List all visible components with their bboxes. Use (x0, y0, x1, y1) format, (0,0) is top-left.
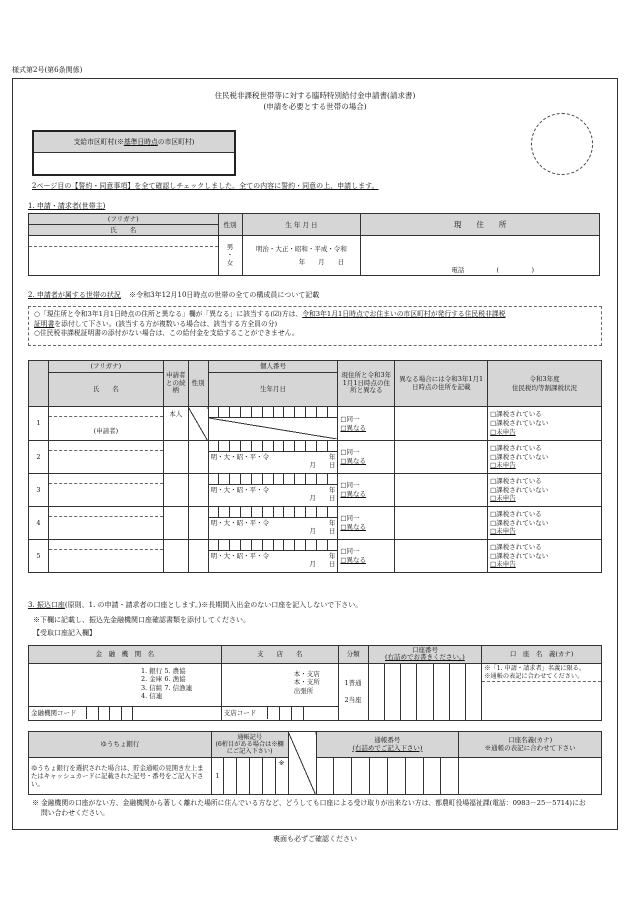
mynumber-boxes[interactable] (209, 474, 338, 484)
mynumber-header: 個人番号 (208, 361, 338, 373)
applicant-dob-field[interactable]: 明治・大正・昭和・平成・令和 年 月 日 (242, 236, 361, 276)
branch-code-label: 支店コード (222, 707, 268, 719)
household-row: 4 明・大・昭・平・令 年 月 日 □同一 □異なる □課税されている □課税されていない □未申告 (29, 507, 602, 540)
applicant-table (28, 213, 600, 276)
branch-field[interactable]: 本・支店 本・支所 出張所 支店コード (221, 663, 338, 720)
bank-code-label: 金融機関コード (29, 707, 87, 719)
page-title (12, 91, 618, 113)
title-line1: 住民税非課税世帯等に対する臨時特別給付金申請書(請求書) (214, 91, 416, 100)
yucho-header: ゆうちょ銀行 (29, 732, 212, 758)
household-dob-header: 生年月日 (208, 373, 338, 407)
phone-label: 電話 (451, 266, 465, 275)
yucho-symbol-field[interactable]: 1 ※ (211, 758, 288, 795)
type-field[interactable]: 1普通 2当座 (338, 663, 368, 720)
addr-same-header: 現住所と令和3年1月1日時点の住所と異なる (338, 361, 395, 407)
yucho-description: ゆうちょ銀行を選択された場合は、貯金通帳の見開き左上またはキャッシュカードに記載された記号・番号をご記入下さい。 (29, 758, 212, 795)
section3-heading: 3. 振込口座(原則、1. の申請・請求者の口座とします。)※長期間入出金のない口座を記入しないで下さい。 (28, 601, 363, 609)
municipality-label: 支給市区町村(※基準日時点の市区町村) (34, 132, 234, 153)
account-number-boxes[interactable] (369, 664, 482, 720)
furigana-header: (フリガナ) (29, 214, 219, 225)
title-line2: (申請を必要とする世帯の場合) (263, 101, 367, 111)
municipality-box (32, 130, 236, 176)
account-header: 口座番号 (右詰めでお書きください。) (368, 646, 482, 664)
attach-note: ※下欄に記載し、振込先金融機関口座確認書類を添付してください。 (33, 616, 250, 624)
holder-header: 口 座 名 義(カナ) (482, 646, 602, 664)
yucho-number-header: 通帳番号 (右詰めでご記入下さい) (316, 732, 459, 758)
addr-diff-field[interactable] (395, 407, 488, 441)
household-row: 2 明・大・昭・平・令 年 月 日 □同一 □異なる □課税されている □課税されていない □未申告 (29, 441, 602, 474)
self-label: 本人 (163, 407, 188, 441)
applicant-label: (申請者) (93, 427, 119, 435)
bank-table (28, 645, 602, 721)
addr-diff-header: 異なる場合には令和3年1月1日時点の住所を記載 (395, 361, 488, 407)
bank-field[interactable]: 1. 銀行 5. 農協 2. 金庫 6. 漁協 3. 信組 7. 信漁連 4. 信連 金融機関コード (29, 663, 222, 720)
section2-heading: 2. 申請者が属する世帯の状況 ※令和3年12月10日時点の世帯の全ての構成員について記載 (28, 291, 320, 299)
seal-circle (531, 113, 593, 175)
account-number-field[interactable] (368, 663, 482, 720)
applicant-name-field[interactable] (29, 236, 219, 276)
mynumber-boxes[interactable] (209, 407, 338, 417)
yucho-table (28, 731, 602, 795)
applicant-sex-field[interactable]: 男 ・ 女 (218, 236, 242, 276)
holder-field[interactable]: ※「1. 申請・請求者」名義に限る。 ※通帳の表記に合わせてください。 (482, 663, 602, 720)
address-header: 現 住 所 (361, 214, 600, 236)
mynumber-boxes[interactable] (209, 441, 338, 451)
tax-status-header: 令和3年度 住民税均等割課税状況 (488, 361, 602, 407)
branch-code-boxes[interactable] (268, 707, 304, 720)
phone-field[interactable]: ( ) (496, 266, 534, 275)
tax-options[interactable]: □課税されている □課税されていない □未申告 (488, 407, 602, 441)
footer-note: ※ 金融機関の口座がない方、金融機関から著しく離れた場所に住んでいる方など、どうしても口座による受け取りが出来ない方は、都農町役場福祉課(電話：0983－25－5714)にお問い合わせください。 (32, 799, 586, 817)
yucho-number-field[interactable] (316, 758, 459, 795)
applicant-address-field[interactable] (361, 236, 600, 276)
relation-header: 申請者との続柄 (163, 361, 188, 407)
confirm-statement: 2ページ目の【誓約・同意事項】を全て確認しチェックしました。全ての内容に誓約・同意の上、申請します。 (32, 182, 379, 190)
branch-header: 支 店 名 (221, 646, 338, 664)
yucho-symbol-header: 通帳記号 (6桁目がある場合は※欄にご記入下さい) (211, 732, 288, 758)
section2-notice: ○「現住所と令和3年1月1日時点の住所と異なる」欄が「異なる」に該当する(☑)方は、令和3年1月1日時点でお住まいの市区町村が発行する住民税非課税 証明書を添付して下さい。(該当する方が複数いる場合は、該当する方全員の分) ○住民税非課税証明書の添付がない場合は、この給付金を支給することができません。 (28, 306, 602, 346)
bank-code-boxes[interactable] (87, 707, 133, 720)
section1-heading: 1. 申請・請求者(世帯主) (28, 202, 106, 210)
account-sub-heading: 【受取口座記入欄】 (33, 629, 96, 637)
household-sex-header: 性別 (188, 361, 208, 407)
type-header: 分類 (338, 646, 368, 664)
yucho-holder-field[interactable] (459, 758, 602, 795)
bank-header: 金 融 機 関 名 (29, 646, 222, 664)
form-code: 様式第2号(第6条関係) (12, 66, 83, 74)
household-row: 5 明・大・昭・平・令 年 月 日 □同一 □異なる □課税されている □課税されていない □未申告 (29, 540, 602, 573)
mynumber-boxes[interactable] (209, 507, 338, 517)
addr-same-options[interactable]: □同一 □異なる (338, 407, 395, 441)
back-page-note: 裏面も必ずご確認ください (273, 835, 357, 843)
name-header: 氏 名 (29, 225, 219, 236)
household-row: 1 (申請者) 本人 □同一 □異なる □課税されている □課税されていない □未申告 (29, 407, 602, 441)
household-row: 3 明・大・昭・平・令 年 月 日 □同一 □異なる □課税されている □課税されていない □未申告 (29, 474, 602, 507)
sex-header: 性別 (218, 214, 242, 236)
municipality-input[interactable] (34, 153, 234, 174)
mynumber-boxes[interactable] (209, 540, 338, 550)
household-name-header: 氏 名 (48, 373, 163, 407)
yucho-holder-header: 口座名義(カナ) ※通帳の表記に合わせて下さい (459, 732, 602, 758)
dob-header: 生 年 月 日 (242, 214, 361, 236)
household-table (28, 360, 602, 573)
household-furigana-header: (フリガナ) (48, 361, 163, 373)
